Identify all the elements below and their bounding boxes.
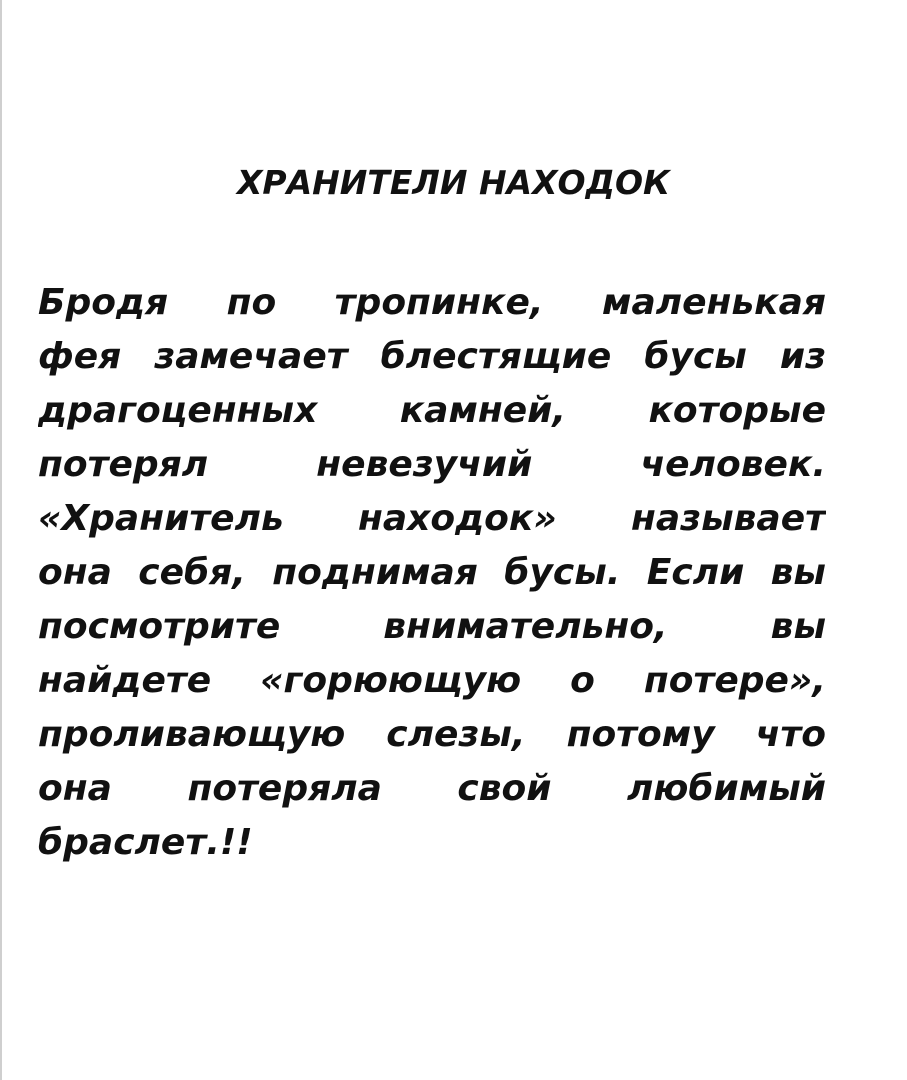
text-line-2: фея замечает блестящие бусы из: [38, 336, 826, 377]
text-line-4: потерял невезучий человек.: [38, 444, 826, 485]
text-line-11: браслет.!!: [38, 822, 253, 863]
text-line-1: Бродя по тропинке, маленькая: [38, 282, 826, 323]
text-line-3: драгоценных камней, которые: [38, 390, 826, 431]
text-line-9: проливающую слезы, потому что: [38, 714, 826, 755]
text-line-7: посмотрите внимательно, вы: [38, 606, 826, 647]
document-title: ХРАНИТЕЛИ НАХОДОК: [236, 163, 671, 202]
text-line-6: она себя, поднимая бусы. Если вы: [38, 552, 826, 593]
text-line-5: «Хранитель находок» называет: [38, 498, 826, 539]
text-line-8: найдете «горюющую о потере»,: [38, 660, 826, 701]
text-line-10: она потеряла свой любимый: [38, 768, 826, 809]
story-text: [38, 276, 826, 870]
